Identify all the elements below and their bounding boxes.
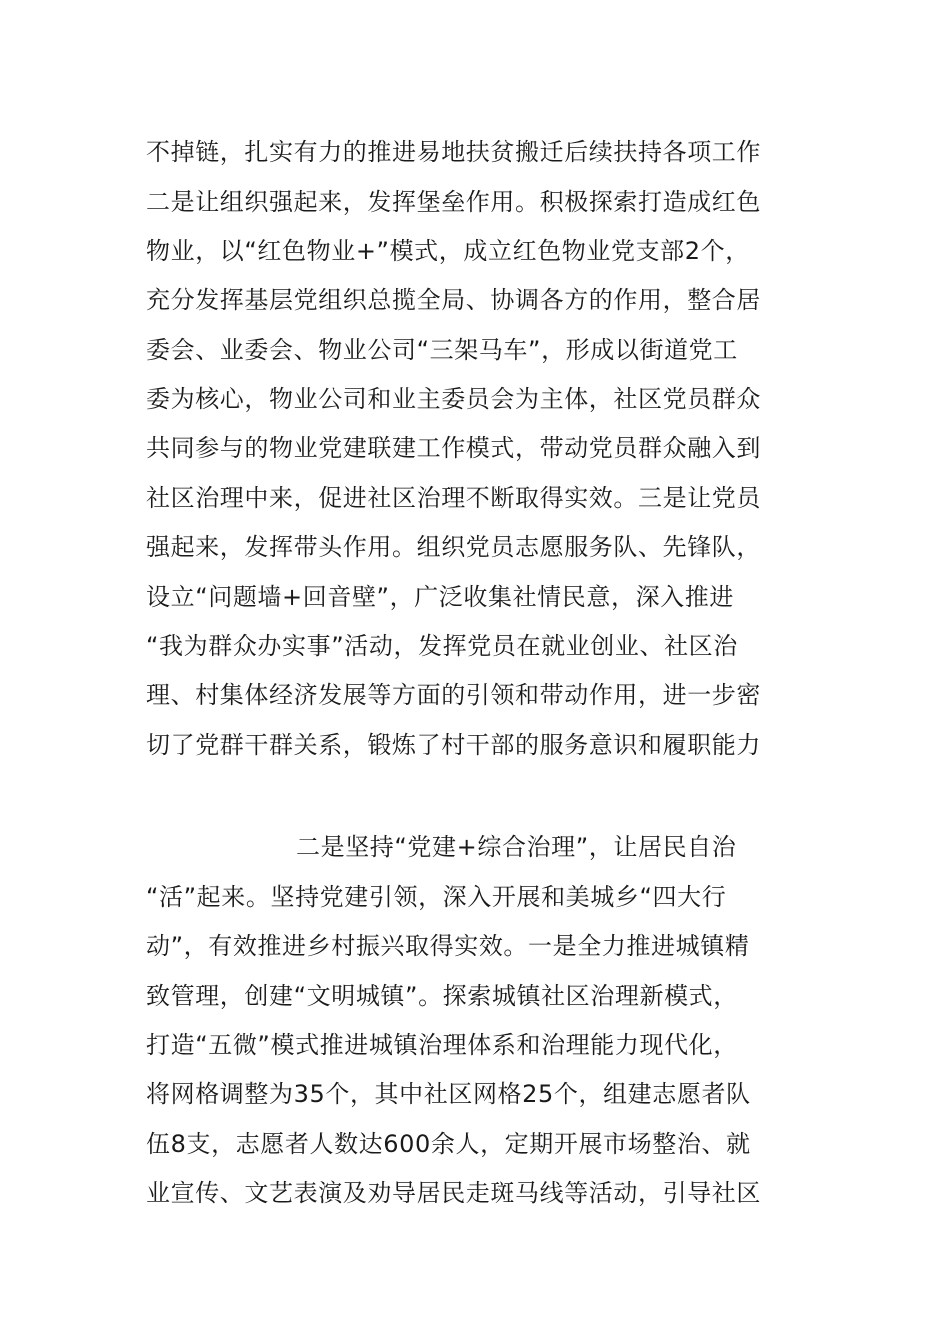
text-line: 动”，有效推进乡村振兴取得实效。一是全力推进城镇精: [146, 932, 750, 960]
text-line: 二是让组织强起来，发挥堡垒作用。积极探索打造成红色: [146, 188, 761, 216]
text-line: 委会、业委会、物业公司“三架马车”，形成以街道党工: [146, 336, 738, 364]
text-line: 致管理，创建“文明城镇”。探索城镇社区治理新模式，: [146, 982, 738, 1010]
text-line: 业宣传、文艺表演及劝导居民走斑马线等活动，引导社区: [146, 1179, 761, 1207]
text-line: 理、村集体经济发展等方面的引领和带动作用，进一步密: [146, 681, 761, 709]
text-line: 打造“五微”模式推进城镇治理体系和治理能力现代化，: [146, 1031, 738, 1059]
text-line: 社区治理中来，促进社区治理不断取得实效。三是让党员: [146, 484, 761, 512]
text-line: 委为核心，物业公司和业主委员会为主体，社区党员群众: [146, 385, 761, 413]
text-line: 充分发挥基层党组织总揽全局、协调各方的作用，整合居: [146, 286, 761, 314]
text-line: 强起来，发挥带头作用。组织党员志愿服务队、先锋队，: [146, 533, 761, 561]
text-line: 伍8支，志愿者人数达600余人，定期开展市场整治、就: [146, 1130, 751, 1158]
text-line: 设立“问题墙+回音壁”，广泛收集社情民意，深入推进: [146, 583, 734, 611]
text-line: 物业，以“红色物业+”模式，成立红色物业党支部2个，: [146, 237, 750, 265]
text-line: 共同参与的物业党建联建工作模式，带动党员群众融入到: [146, 434, 761, 462]
text-line: “活”起来。坚持党建引领，深入开展和美城乡“四大行: [146, 883, 727, 911]
text-line: 切了党群干群关系，锻炼了村干部的服务意识和履职能力: [146, 731, 761, 759]
text-line: 二是坚持“党建+综合治理”，让居民自治: [296, 833, 737, 861]
text-line: 不掉链，扎实有力的推进易地扶贫搬迁后续扶持各项工作: [146, 138, 761, 166]
text-line: 将网格调整为35个，其中社区网格25个，组建志愿者队: [146, 1080, 751, 1108]
text-line: “我为群众办实事”活动，发挥党员在就业创业、社区治: [146, 632, 738, 660]
